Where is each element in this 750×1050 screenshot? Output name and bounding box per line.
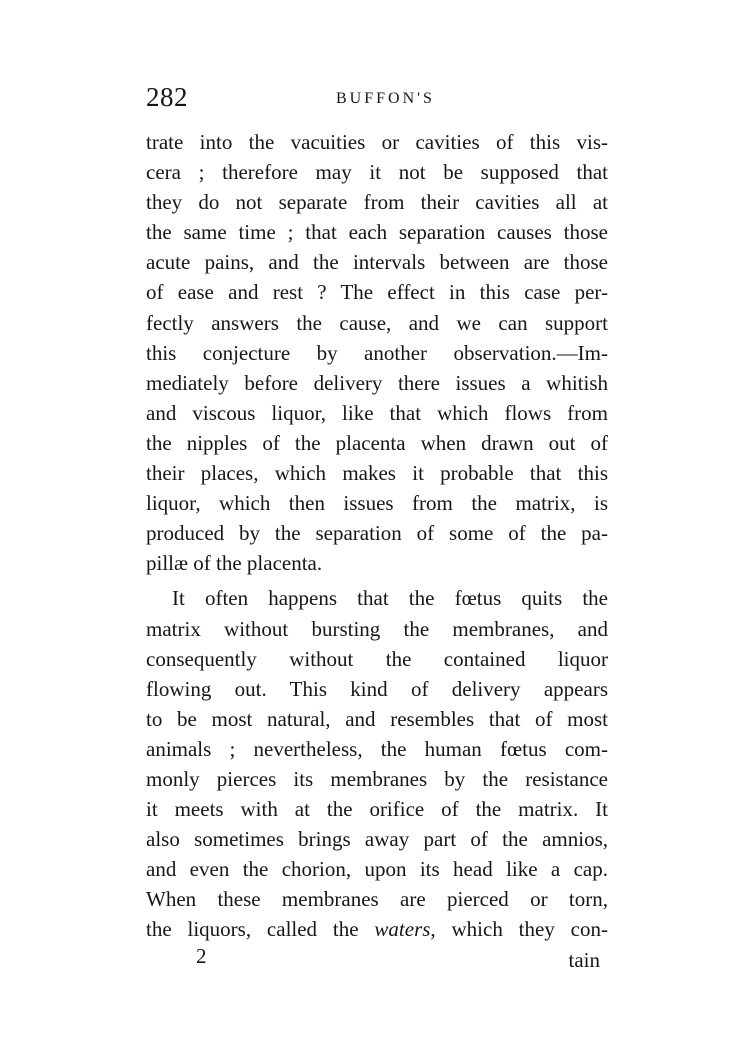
- text-line: animals ; nevertheless, the human fœtus com-: [146, 736, 608, 761]
- text-line: of ease and rest ? The effect in this case per-: [146, 280, 608, 305]
- paragraph-2: [146, 583, 608, 944]
- text-line: acute pains, and the intervals between are those: [146, 250, 608, 275]
- page-footer: [146, 944, 608, 976]
- text-line: their places, which makes it probable that this: [146, 461, 608, 486]
- italic-term: waters: [374, 917, 431, 942]
- text-line: and even the chorion, upon its head like a cap.: [146, 857, 608, 882]
- text-line: also sometimes brings away part of the amnios,: [146, 827, 608, 852]
- text-line-last: [146, 914, 608, 944]
- running-head: [146, 82, 606, 122]
- text-line: consequently without the contained liquor: [146, 646, 608, 671]
- text-line: monly pierces its membranes by the resistance: [146, 766, 608, 791]
- text-line: matrix without bursting the membranes, and: [146, 616, 608, 641]
- text-line: trate into the vacuities or cavities of this vis-: [146, 130, 608, 154]
- text-line: to be most natural, and resembles that of most: [146, 706, 608, 731]
- text-line: cera ; therefore may it not be supposed that: [146, 160, 608, 185]
- text-line: they do not separate from their cavities all at: [146, 190, 608, 215]
- page-number: 282: [146, 82, 188, 112]
- text-segment: , which they con-: [430, 917, 608, 942]
- body-text: [146, 127, 608, 945]
- signature-mark: 2: [196, 944, 207, 968]
- running-title: BUFFON'S: [336, 90, 435, 107]
- text-line: When these membranes are pierced or torn,: [146, 887, 608, 912]
- text-line: produced by the separation of some of the pa-: [146, 521, 608, 546]
- text-line: fectly answers the cause, and we can support: [146, 310, 608, 335]
- text-line: the same time ; that each separation causes those: [146, 220, 608, 245]
- catchword: tain: [568, 948, 600, 972]
- text-line: it meets with at the orifice of the matrix. It: [146, 797, 608, 822]
- text-line: liquor, which then issues from the matrix, is: [146, 491, 608, 516]
- text-segment: the liquors, called the: [146, 917, 375, 942]
- text-line: this conjecture by another observation.—Im-: [146, 340, 608, 365]
- paragraph-1: [146, 127, 608, 578]
- text-line: pillæ of the placenta.: [146, 551, 323, 576]
- text-line: flowing out. This kind of delivery appears: [146, 676, 608, 701]
- text-line: It often happens that the fœtus quits the: [172, 586, 608, 611]
- text-line: and viscous liquor, like that which flows from: [146, 400, 608, 425]
- text-line: the nipples of the placenta when drawn out of: [146, 430, 608, 455]
- text-line: mediately before delivery there issues a whitish: [146, 370, 608, 395]
